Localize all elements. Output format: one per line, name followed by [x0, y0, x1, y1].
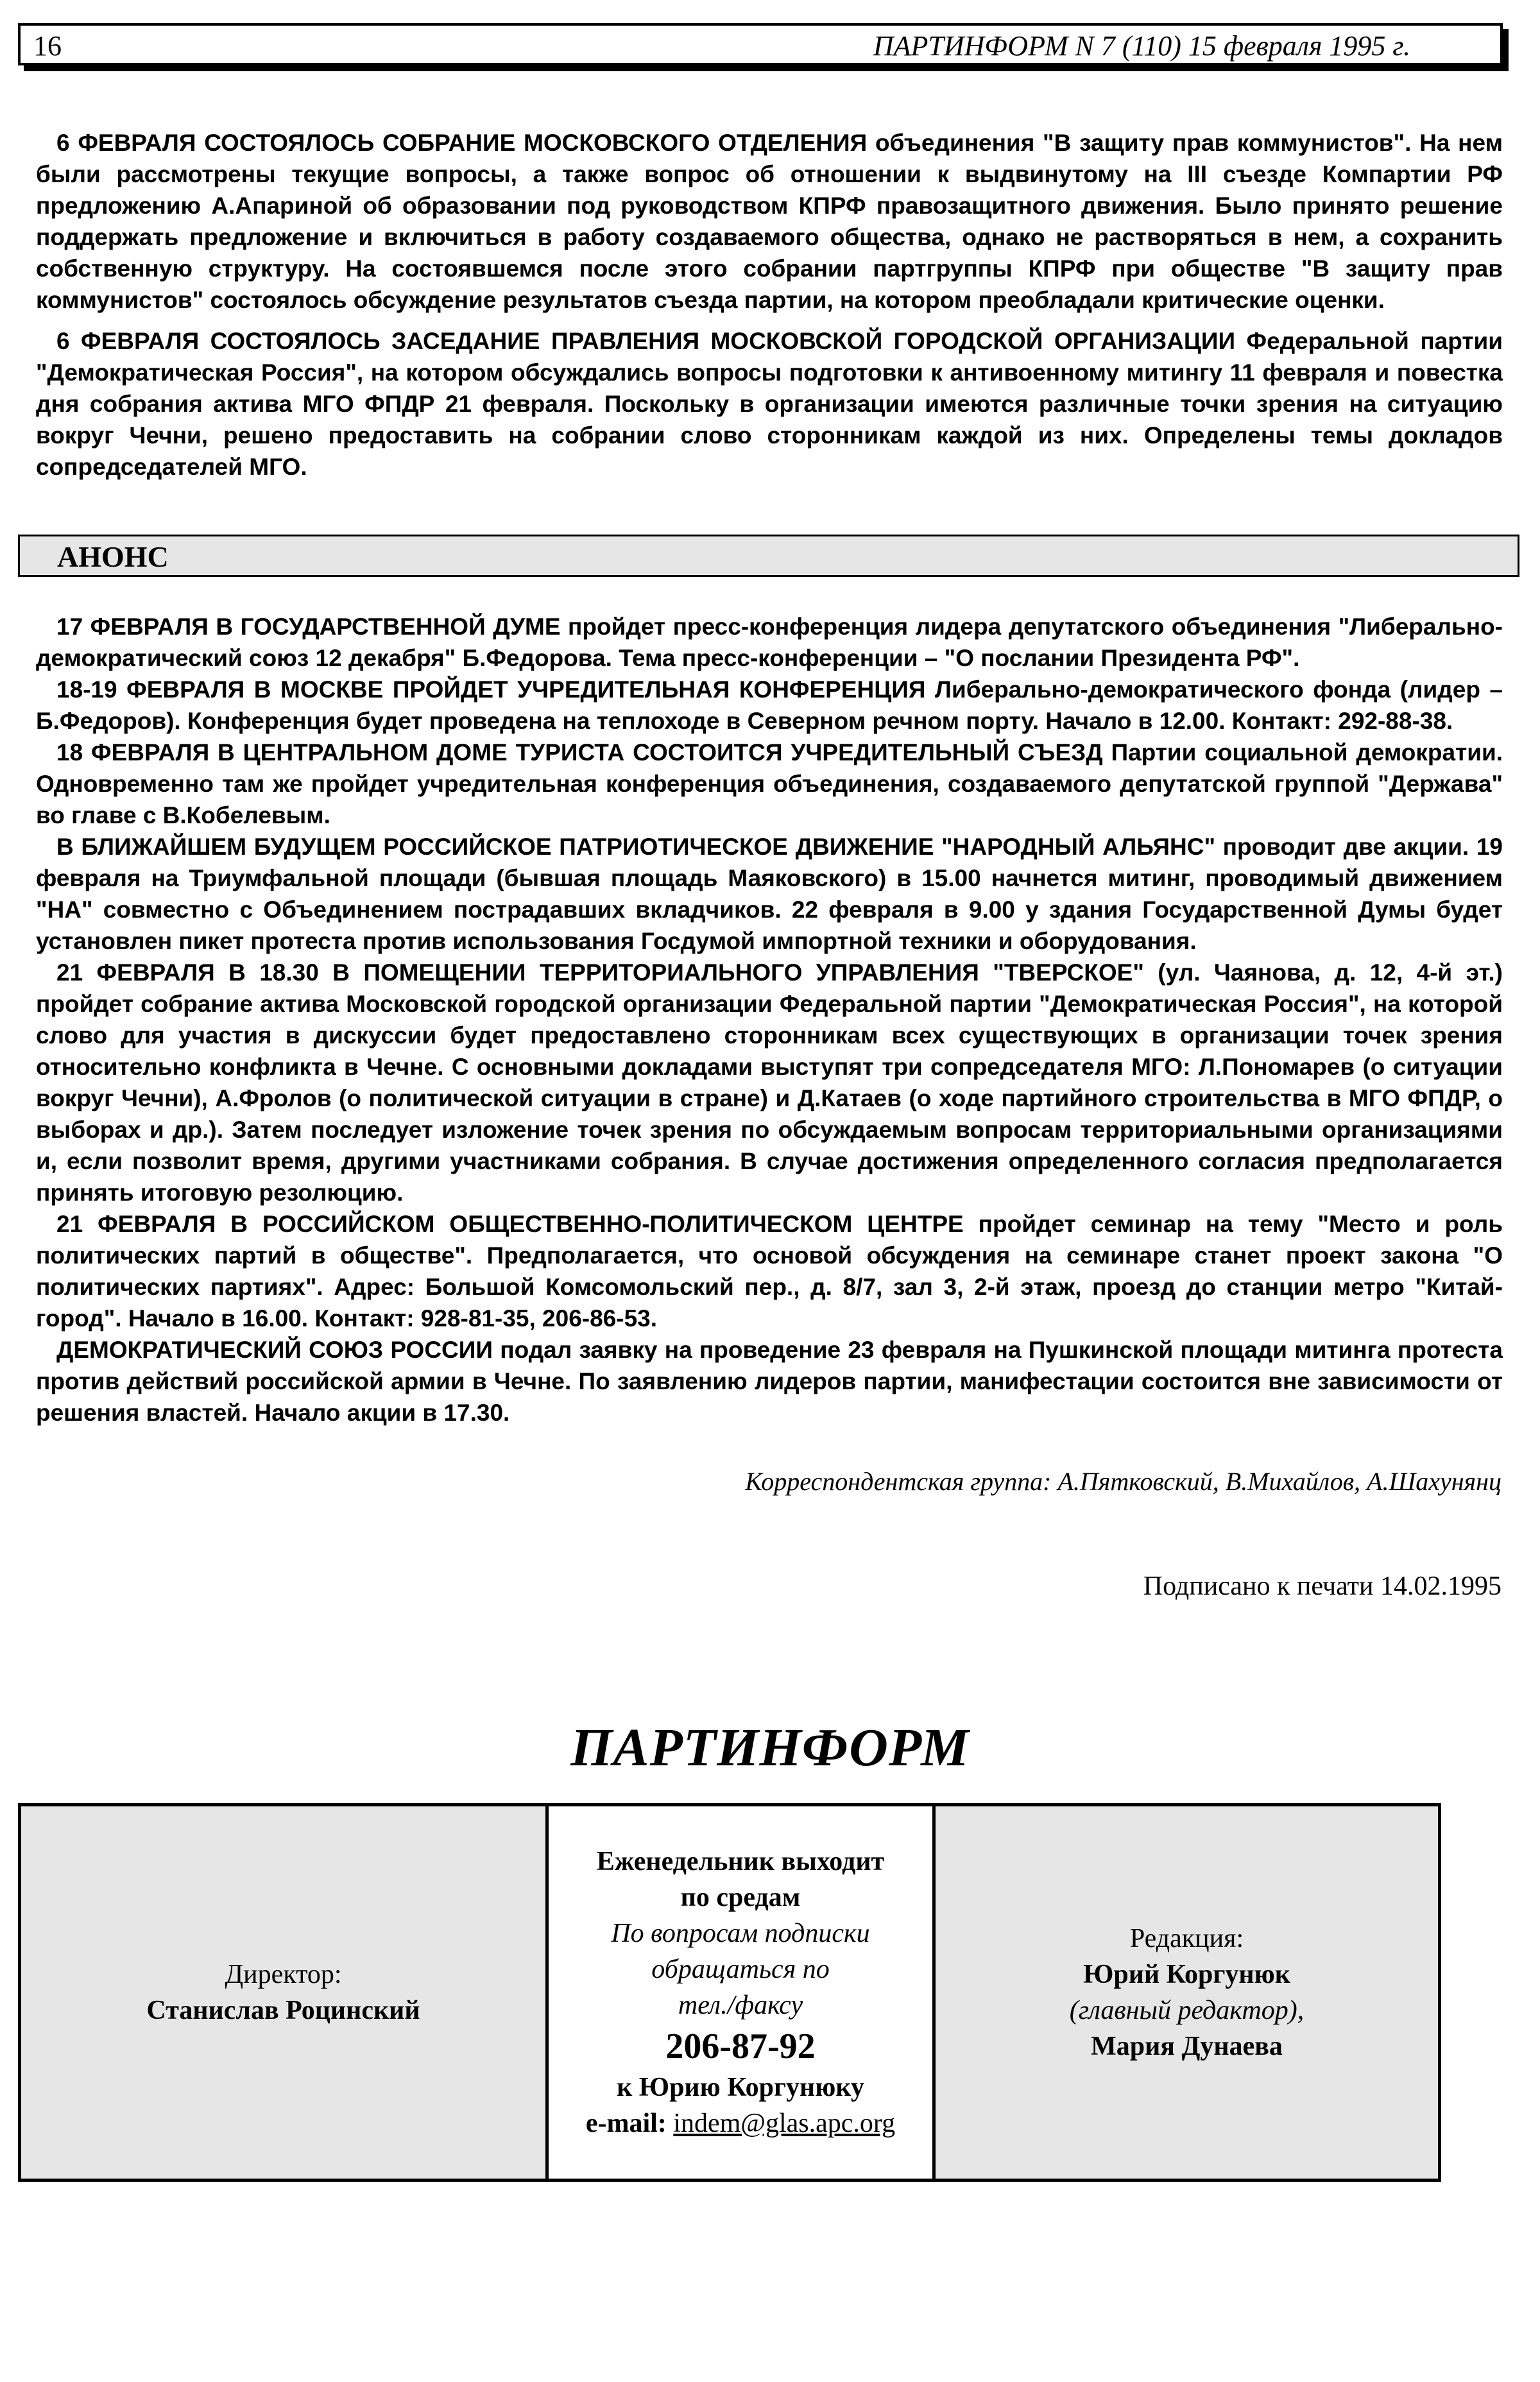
- subscription-cell: [549, 1806, 936, 2179]
- news-lead: 6 ФЕВРАЛЯ СОСТОЯЛОСЬ ЗАСЕДАНИЕ ПРАВЛЕНИЯ МОСКОВСКОЙ ГОРОДСКОЙ ОРГАНИЗАЦИИ: [56, 328, 1236, 354]
- editorial-label: Редакция:: [1129, 1924, 1244, 1953]
- list-item: [36, 831, 1503, 957]
- email-link[interactable]: indem@glas.apc.org: [673, 2109, 896, 2138]
- item-lead: 21 ФЕВРАЛЯ В РОССИЙСКОМ ОБЩЕСТВЕННО-ПОЛИТИЧЕСКОМ ЦЕНТРЕ: [56, 1211, 964, 1237]
- list-item: [36, 737, 1503, 831]
- item-text: пройдет пресс-конференция лидера депутатского объединения "Либерально-демократический союз 12 декабря" Б.Федорова. Тема пресс-конференции – "О послании Президента РФ".: [36, 613, 1503, 671]
- item-text: Либерально-демократического фонда (лидер – Б.Федоров). Конференция будет проведена на теплоходе в Северном речном порту. Начало в 12.00. Контакт: 292-88-38.: [36, 676, 1503, 734]
- list-item: [36, 957, 1503, 1208]
- item-lead: 18 ФЕВРАЛЯ В ЦЕНТРАЛЬНОМ ДОМЕ ТУРИСТА СОСТОИТСЯ УЧРЕДИТЕЛЬНЫЙ СЪЕЗД: [56, 739, 1103, 766]
- item-text: проводит две акции. 19 февраля на Триумфальной площади (бывшая площадь Маяковского) в 15.00 начнется митинг, проводимый движением "НА" совместно с Объединением пострадавших вкладчиков. 22 февраля в 9.00 у здания Государственной Думы будет установлен пикет протеста против использования Госдумой импортной техники и оборудования.: [36, 834, 1503, 954]
- list-item: [36, 674, 1503, 737]
- item-text: подал заявку на проведение 23 февраля на Пушкинской площади митинга протеста против действий российской армии в Чечне. По заявлению лидеров партии, манифестации состоится вне зависимости от решения властей. Начало акции в 17.30.: [36, 1337, 1503, 1426]
- masthead: ПАРТИНФОРМ N 7 (110) 15 февраля 1995 г.: [873, 30, 1410, 62]
- director-label: Директор:: [225, 1960, 342, 1989]
- item-lead: ДЕМОКРАТИЧЕСКИЙ СОЮЗ РОССИИ: [56, 1337, 493, 1363]
- imprint-box: [18, 1803, 1441, 2182]
- footer-title: ПАРТИНФОРМ: [570, 1718, 970, 1778]
- item-text: Партии социальной демократии. Одновременно там же пройдет учредительная конференция объединения, создаваемого депутатской группой "Держава" во главе с В.Кобелевым.: [36, 739, 1503, 828]
- section-title: АНОНС: [57, 540, 169, 573]
- news-text: объединения "В защиту прав коммунистов". На нем были рассмотрены текущие вопросы, а также вопрос об отношении к выдвинутому на III съезде Компартии РФ предложению А.Апариной об образовании под руководством КПРФ правозащитного движения. Было принято решение поддержать предложение и включиться в работу создаваемого общества, однако не растворяться в нем, а сохранить собственную структуру. На состоявшемся после этого собрании партгруппы КПРФ при обществе "В защиту прав коммунистов" состоялось обсуждение результатов съезда партии, на котором преобладали критические оценки.: [36, 130, 1503, 313]
- announcements-list: [36, 611, 1503, 1428]
- contact-person: к Юрию Коргунюку: [617, 2073, 864, 2102]
- signed-to-print: Подписано к печати 14.02.1995: [1143, 1572, 1502, 1601]
- editorial-cell: [936, 1806, 1438, 2179]
- item-lead: В БЛИЖАЙШЕМ БУДУЩЕМ РОССИЙСКОЕ ПАТРИОТИЧЕСКОЕ ДВИЖЕНИЕ "НАРОДНЫЙ АЛЬЯНС": [56, 834, 1215, 860]
- email-label: e-mail:: [585, 2109, 667, 2138]
- page-number: 16: [33, 30, 62, 62]
- subscription-line-3: тел./факсу: [678, 1991, 803, 2020]
- item-text: пройдет семинар на тему "Место и роль политических партий в обществе". Предполагается, что основой обсуждения на семинаре станет проект закона "О политических партиях". Адрес: Большой Комсомольский пер., д. 8/7, зал 3, 2-й этаж, проезд до станции метро "Китай-город". Начало в 16.00. Контакт: 928-81-35, 206-86-53.: [36, 1211, 1503, 1332]
- email-line: [586, 2105, 895, 2141]
- list-item: [36, 1334, 1503, 1428]
- announcements-section-bar: [18, 535, 1519, 577]
- list-item: [36, 1208, 1503, 1334]
- editor-role: (главный редактор),: [1069, 1996, 1305, 2025]
- phone-number: 206-87-92: [665, 2026, 816, 2066]
- page-header: [18, 23, 1503, 65]
- item-text: (ул. Чаянова, д. 12, 4-й эт.) пройдет собрание актива Московской городской организации Федеральной партии "Демократическая Россия", на которой слово для участия в дискуссии будет предоставлено сторонникам всех существующих в организации точек зрения относительно конфликта в Чечне. С основными докладами выступят три сопредседателя МГО: Л.Пономарев (о ситуации вокруг Чечни), А.Фролов (о политической ситуации в стране) и Д.Катаев (о ходе партийного строительства в МГО ФПДР, о выборах и др.). Затем последует изложение точек зрения по обсуждаемым вопросам территориальными организациями и, если позволит время, другими участниками собрания. В случае достижения определенного согласия предполагается принять итоговую резолюцию.: [36, 959, 1503, 1206]
- director-name: Станислав Роцинский: [146, 1996, 420, 2025]
- editor-name: Юрий Коргунюк: [1083, 1960, 1290, 1989]
- weekly-line-2: по средам: [680, 1883, 801, 1912]
- weekly-line-1: Еженедельник выходит: [596, 1847, 885, 1876]
- news-paragraph-2: [36, 325, 1503, 483]
- editor2-name: Мария Дунаева: [1091, 2032, 1283, 2061]
- item-lead: 18-19 ФЕВРАЛЯ В МОСКВЕ ПРОЙДЕТ УЧРЕДИТЕЛЬНАЯ КОНФЕРЕНЦИЯ: [56, 676, 926, 703]
- news-paragraph-1: [36, 127, 1503, 316]
- news-lead: 6 ФЕВРАЛЯ СОСТОЯЛОСЬ СОБРАНИЕ МОСКОВСКОГО ОТДЕЛЕНИЯ: [56, 130, 868, 156]
- director-cell: [21, 1806, 549, 2179]
- news-text: Федеральной партии "Демократическая Россия", на котором обсуждались вопросы подготовки к антивоенному митингу 11 февраля и повестка дня собрания актива МГО ФПДР 21 февраля. Поскольку в организации имеются различные точки зрения на ситуацию вокруг Чечни, решено предоставить на собрании слово сторонникам каждой из них. Определены темы докладов сопредседателей МГО.: [36, 328, 1503, 480]
- subscription-line-2: обращаться по: [651, 1955, 830, 1984]
- item-lead: 21 ФЕВРАЛЯ В 18.30 В ПОМЕЩЕНИИ ТЕРРИТОРИАЛЬНОГО УПРАВЛЕНИЯ "ТВЕРСКОЕ": [56, 959, 1144, 986]
- item-lead: 17 ФЕВРАЛЯ В ГОСУДАРСТВЕННОЙ ДУМЕ: [56, 613, 561, 640]
- correspondents-credit: Корреспондентская группа: А.Пятковский, В.Михайлов, А.Шахунянц: [745, 1467, 1502, 1496]
- list-item: [36, 611, 1503, 674]
- subscription-line-1: По вопросам подписки: [611, 1919, 870, 1948]
